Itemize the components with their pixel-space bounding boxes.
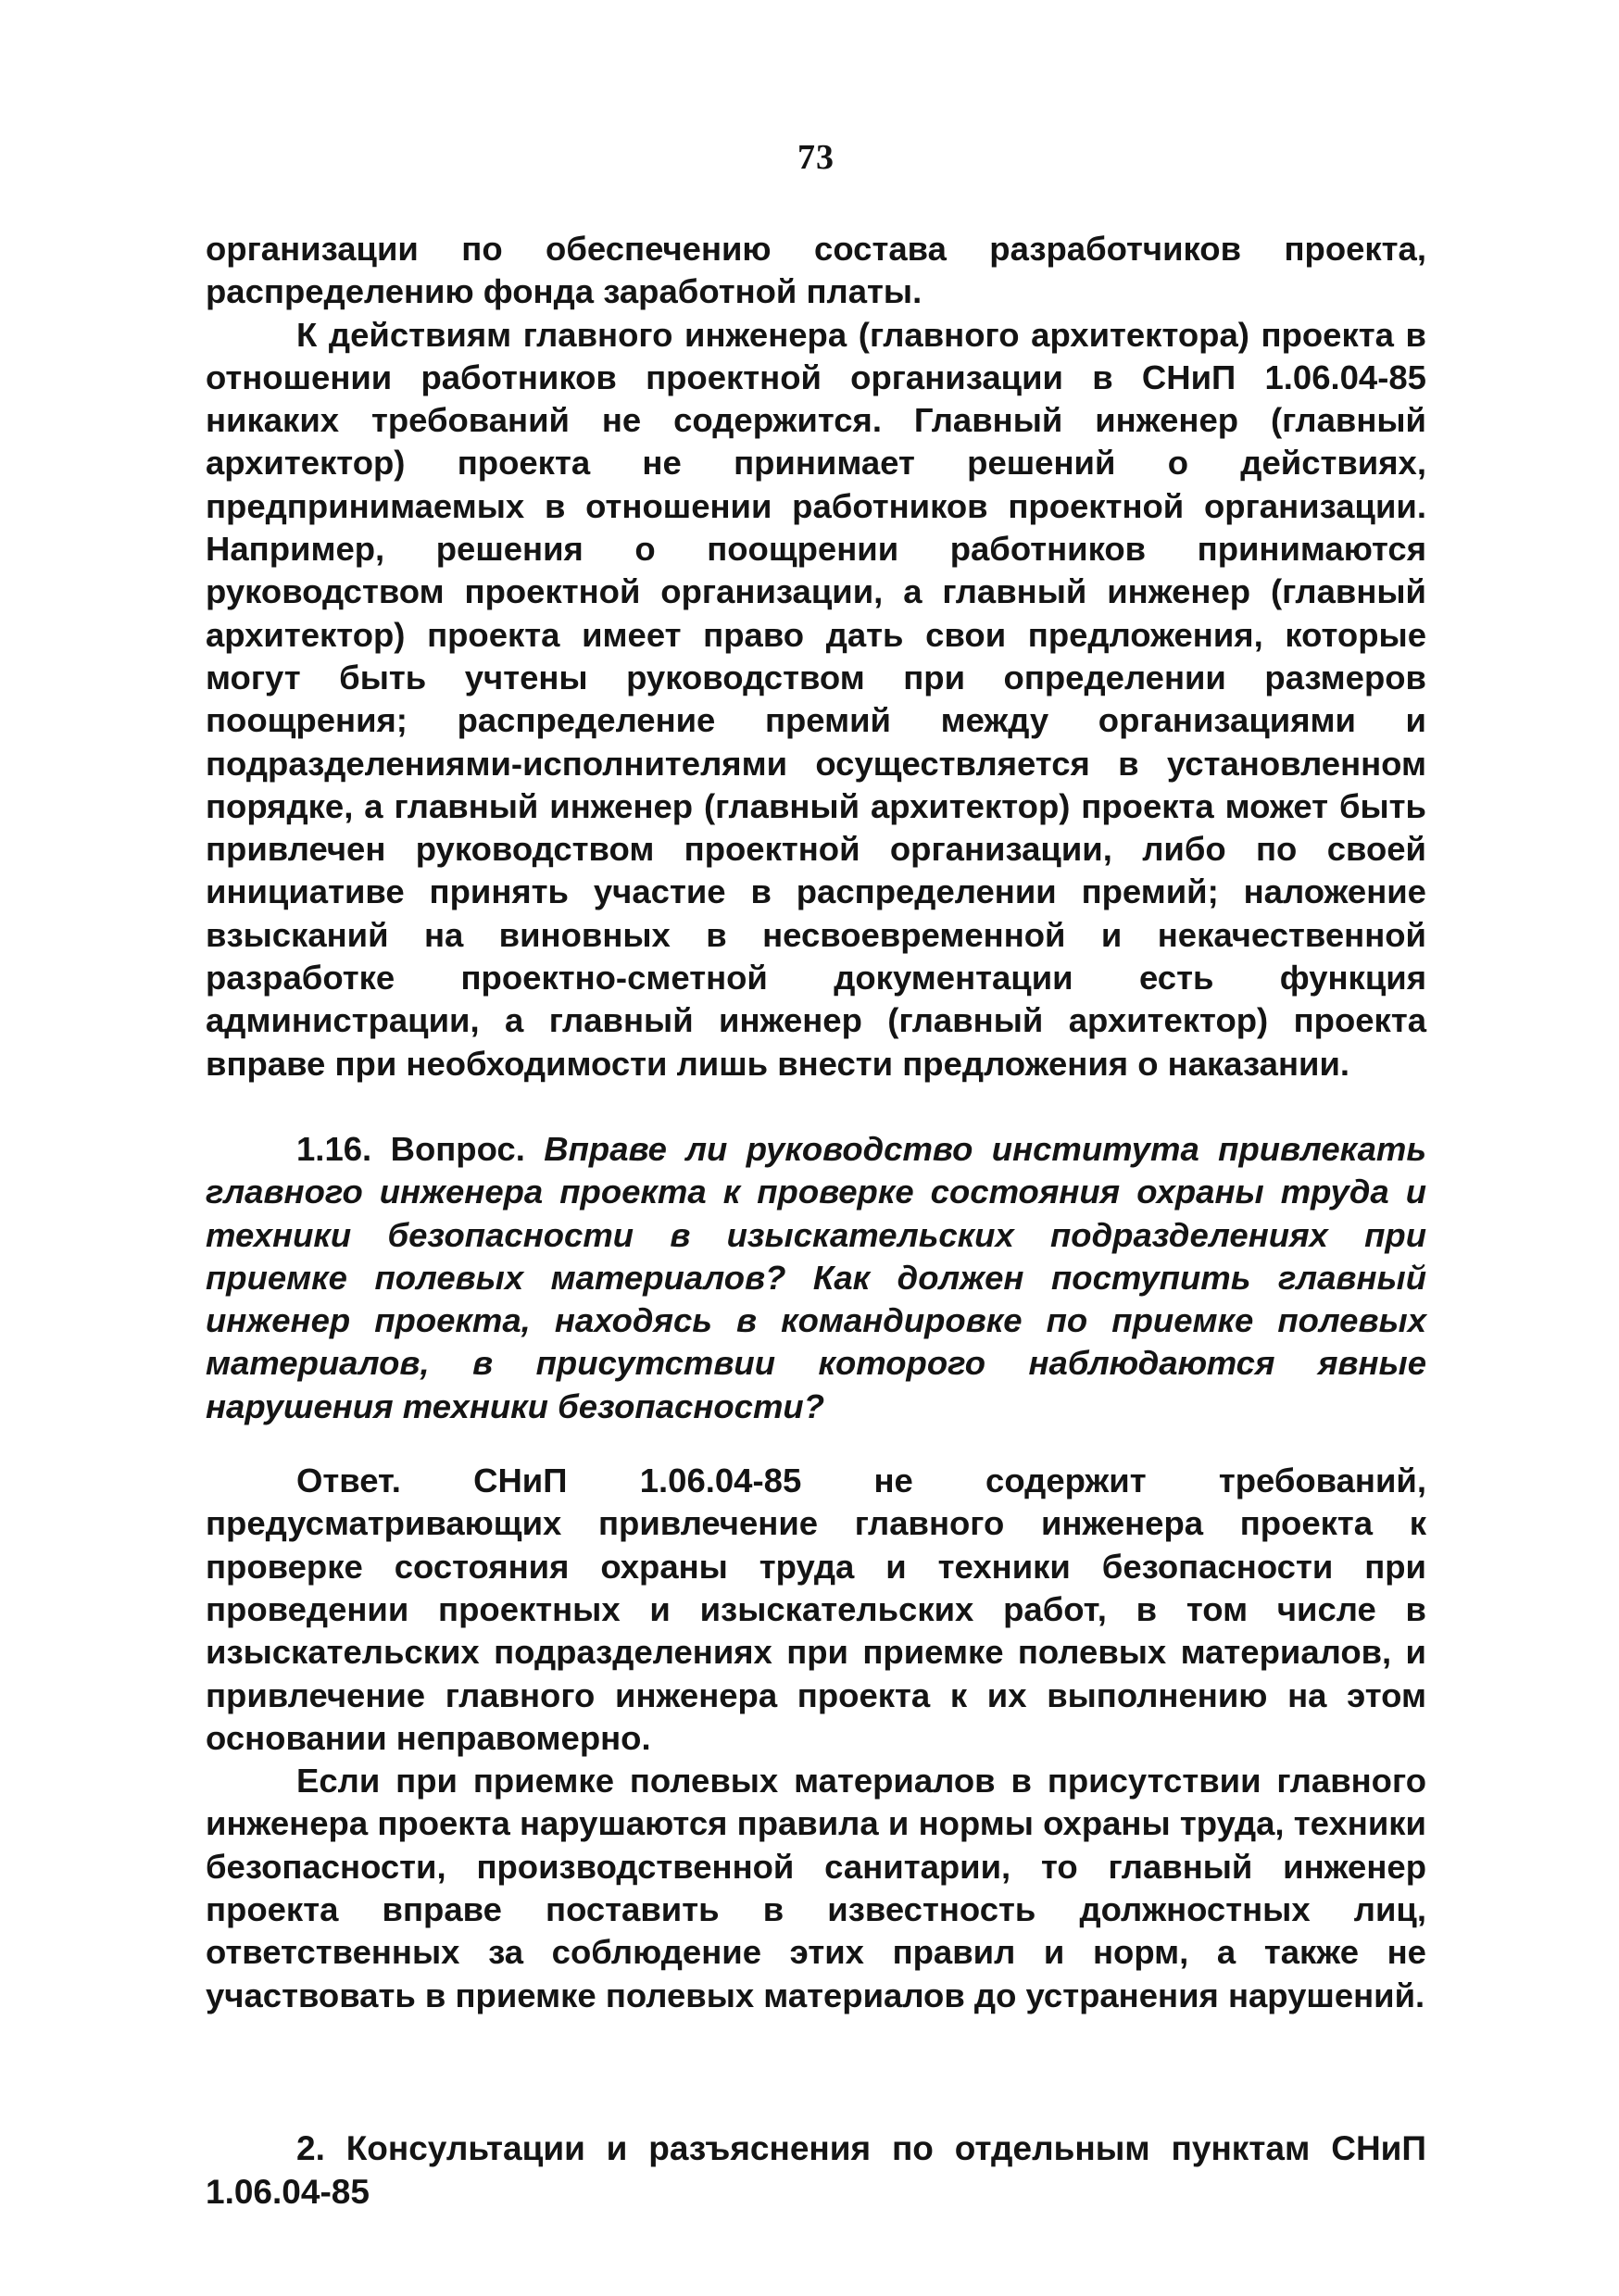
paragraph-continuation: организации по обеспечению состава разработчиков проекта, распределению фонда заработной платы. <box>206 230 1426 311</box>
question-label: 1.16. Вопрос. <box>296 1129 525 1168</box>
question-block <box>206 1128 1426 1428</box>
section-heading: 2. Консультации и разъяснения по отдельным пунктам СНиП 1.06.04-85 <box>206 2128 1426 2211</box>
answer-paragraph-2: Если при приемке полевых материалов в присутствии главного инженера проекта нарушаются правила и нормы охраны труда, техники безопасности, производственной санитарии, то главный инженер проекта вправе поставить в известность должностных лиц, ответственных за соблюдение этих правил и норм, а также не участвовать в приемке полевых материалов до устранения нарушений. <box>206 1762 1426 2014</box>
document-page <box>206 139 1426 2214</box>
answer-text: СНиП 1.06.04-85 не содержит требований, предусматривающих привлечение главного инженера проекта к проверке состояния охраны труда и техники безопасности при проведении проектных и изыскательских работ, в том числе в изыскательских подразделениях при приемке полевых материалов, и привлечение главного инженера проекта к их выполнению на этом основании неправомерно. <box>206 1462 1426 1757</box>
answer-label: Ответ. <box>296 1462 401 1500</box>
page-number: 73 <box>797 138 835 177</box>
answer-block <box>206 1460 1426 1760</box>
paragraph-chief-engineer-actions: К действиям главного инженера (главного архитектора) проекта в отношении работников проектной организации в СНиП 1.06.04-85 никаких требований не содержится. Главный инженер (главный архитектор) проекта не принимает решений о действиях, предпринимаемых в отношении работников проектной организации. Например, решения о поощрении работников принимаются руководством проектной организации, а главный инженер (главный архитектор) проекта имеет право дать свои предложения, которые могут быть учтены руководством при определении размеров поощрения; распределение премий между организациями и подразделениями-исполнителями осуществляется в установленном порядке, а главный инженер (главный архитектор) проекта может быть привлечен руководством проектной организации, либо по своей инициативе принять участие в распределении премий; наложение взысканий на виновных в несвоевременной и некачественной разработке проектно-сметной документации есть функция администрации, а главный инженер (главный архитектор) проекта вправе при необходимости лишь внести предложения о наказании. <box>206 315 1426 1083</box>
question-text: Вправе ли руководство института привлекать главного инженера проекта к проверке состояния охраны труда и техники безопасности в изыскательских подразделениях при приемке полевых материалов? Как должен поступить главный инженер проекта, находясь в командировке по приемке полевых материалов, в присутствии которого наблюдаются явные нарушения техники безопасности? <box>206 1129 1426 1425</box>
